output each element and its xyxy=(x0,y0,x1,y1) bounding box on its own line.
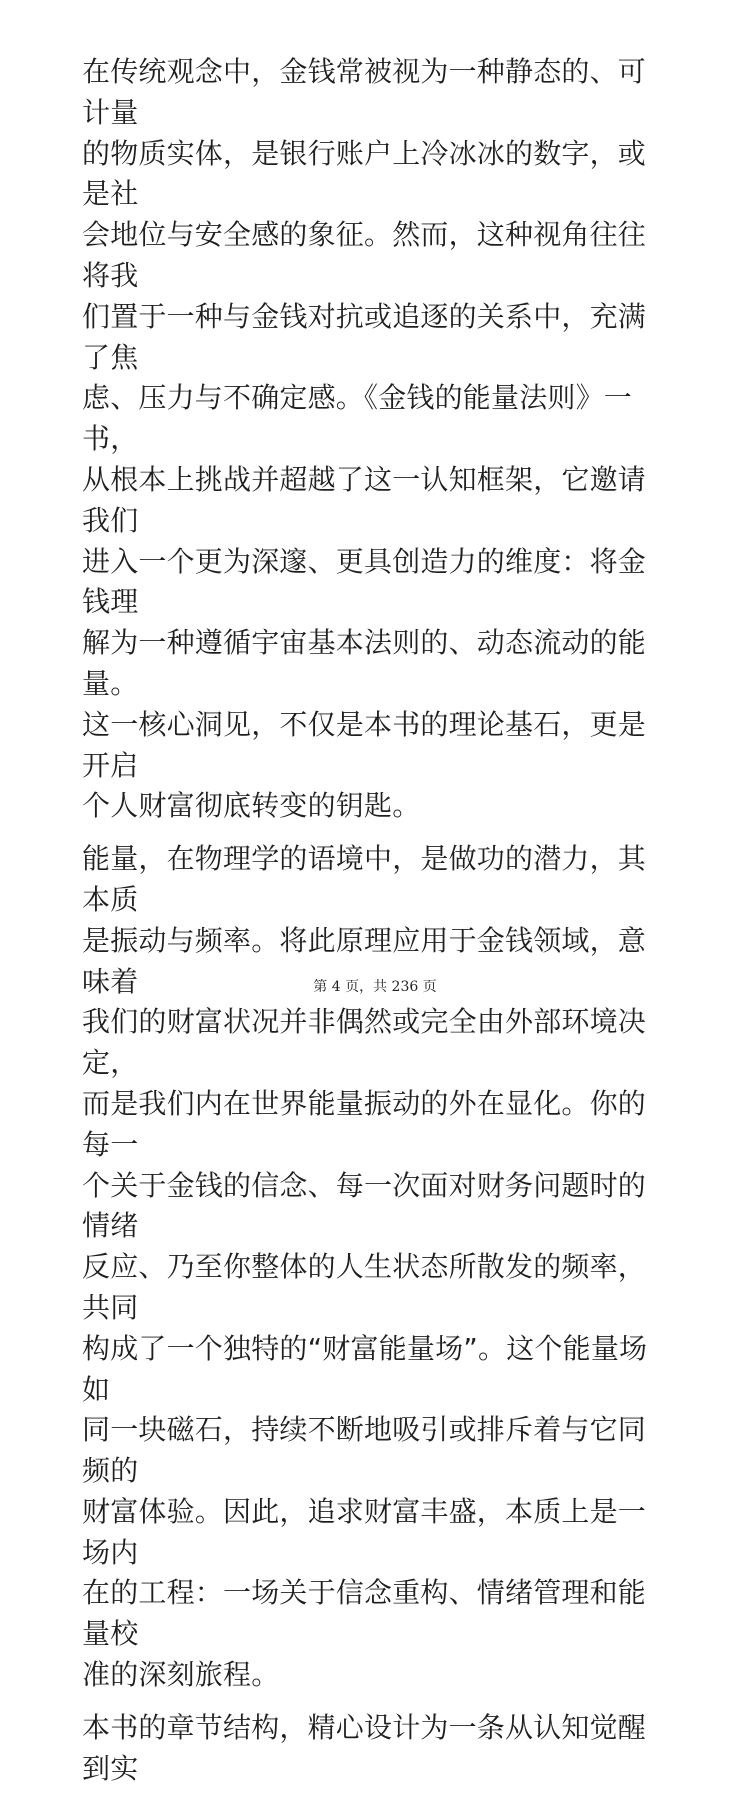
text-line: 同一块磁石，持续不断地吸引或排斥着与它同频的 xyxy=(82,1413,647,1488)
paragraph-1 xyxy=(82,52,672,827)
text-line: 而是我们内在世界能量振动的外在显化。你的每一 xyxy=(82,1086,647,1161)
text-line: 从根本上挑战并超越了这一认知框架，它邀请我们 xyxy=(82,462,647,537)
text-line: 们置于一种与金钱对抗或追逐的关系中，充满了焦 xyxy=(82,299,647,374)
text-line: 个人财富彻底转变的钥匙。 xyxy=(82,789,421,823)
text-line: 在传统观念中，金钱常被视为一种静态的、可计量 xyxy=(82,55,647,129)
text-line: 我们的财富状况并非偶然或完全由外部环境决定， xyxy=(82,1005,647,1080)
text-line: 准的深刻旅程。 xyxy=(82,1658,280,1692)
text-line: 构成了一个独特的“财富能量场”。这个能量场如 xyxy=(82,1331,648,1406)
text-line: 的物质实体，是银行账户上冷冰冰的数字，或是社 xyxy=(82,136,647,211)
text-line: 这一核心洞见，不仅是本书的理论基石，更是开启 xyxy=(82,707,647,782)
text-line: 进入一个更为深邃、更具创造力的维度：将金钱理 xyxy=(82,544,647,619)
text-line: 反应、乃至你整体的人生状态所散发的频率，共同 xyxy=(82,1250,647,1324)
text-line: 是振动与频率。将此原理应用于金钱领域，意味着 xyxy=(82,923,647,998)
page-number: 第 4 页，共 236 页 xyxy=(313,979,437,995)
text-line: 财富体验。因此，追求财富丰盛，本质上是一场内 xyxy=(82,1494,647,1569)
text-line: 能量，在物理学的语境中，是做功的潜力，其本质 xyxy=(82,842,647,916)
text-line: 在的工程：一场关于信念重构、情绪管理和能量校 xyxy=(82,1576,647,1651)
text-line: 虑、压力与不确定感。《金钱的能量法则》一书， xyxy=(82,381,633,456)
paragraph-3 xyxy=(82,1708,672,1790)
text-line: 解为一种遵循宇宙基本法则的、动态流动的能量。 xyxy=(82,626,647,700)
text-line: 本书的章节结构，精心设计为一条从认知觉醒到实 xyxy=(82,1710,647,1785)
paragraph-2 xyxy=(82,839,672,1696)
text-line: 个关于金钱的信念、每一次面对财务问题时的情绪 xyxy=(82,1168,647,1243)
document-body xyxy=(82,52,672,1801)
text-line: 会地位与安全感的象征。然而，这种视角往往将我 xyxy=(82,218,647,292)
